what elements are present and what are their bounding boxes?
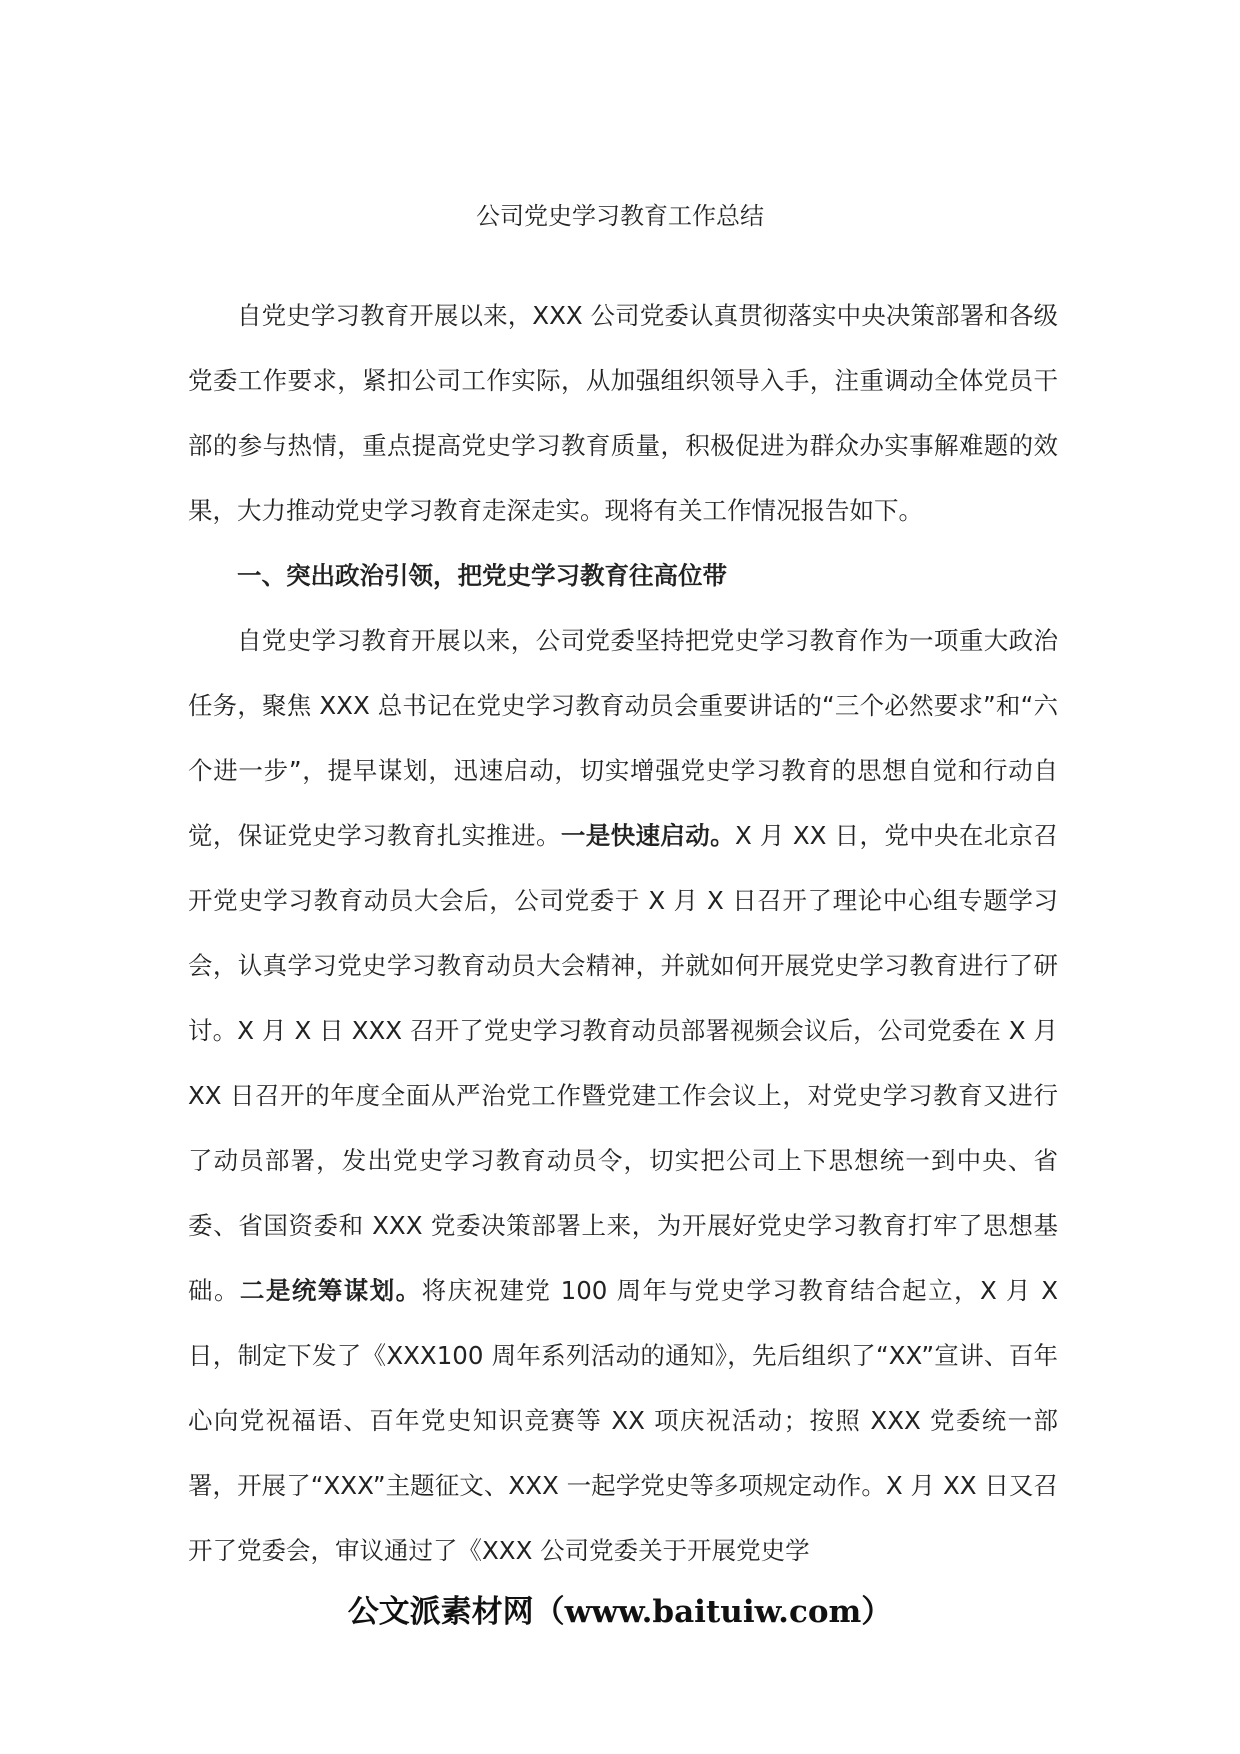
paragraph-tail-text: 将庆祝建党 100 周年与党史学习教育结合起立，X 月 X 日，制定下发了《XXX100 周年系列活动的通知》，先后组织了“XX”宣讲、百年心向党祝福语、百年党史知识竞赛等 XX 项庆祝活动；按照 XXX 党委统一部署，开展了“XXX”主题征文、XXX 一起学党史等多项规定动作。X 月 XX 日又召开了党委会，审议通过了《XXX 公司党委关于开展党史学 <box>188 1276 1059 1565</box>
document-body <box>188 283 1058 1583</box>
section-heading: 一、突出政治引领，把党史学习教育往高位带 <box>237 561 727 590</box>
intro-paragraph: 自党史学习教育开展以来，XXX 公司党委认真贯彻落实中央决策部署和各级党委工作要求，紧扣公司工作实际，从加强组织领导入手，注重调动全体党员干部的参与热情，重点提高党史学习教育质量，积极促进为群众办实事解难题的效果，大力推动党史学习教育走深走实。现将有关工作情况报告如下。 <box>188 301 1058 525</box>
footer-watermark: 公文派素材网（www.baituiw.com） <box>347 1594 893 1630</box>
section-paragraph <box>188 608 1058 1583</box>
document-title: 公司党史学习教育工作总结 <box>476 202 764 230</box>
paragraph-lead-text: 自党史学习教育开展以来，公司党委坚持把党史学习教育作为一项重大政治任务，聚焦 XXX 总书记在党史学习教育动员会重要讲话的“三个必然要求”和“六个进一步”，提早谋划，迅速启动，切实增强党史学习教育的思想自觉和行动自觉，保证党史学习教育扎实推进。 <box>188 626 1058 850</box>
bold-point-quick-start: 一是快速启动。 <box>560 821 735 850</box>
bold-point-overall-planning: 二是统筹谋划。 <box>239 1276 422 1305</box>
paragraph-middle-text: X 月 XX 日，党中央在北京召开党史学习教育动员大会后，公司党委于 X 月 X 日召开了理论中心组专题学习会，认真学习党史学习教育动员大会精神，并就如何开展党史学习教育进行了研讨。X 月 X 日 XXX 召开了党史学习教育动员部署视频会议后，公司党委在 X 月 XX 日召开的年度全面从严治党工作暨党建工作会议上，对党史学习教育又进行了动员部署，发出党史学习教育动员令，切实把公司上下思想统一到中央、省委、省国资委和 XXX 党委决策部署上来，为开展好党史学习教育打牢了思想基础。 <box>188 821 1059 1305</box>
